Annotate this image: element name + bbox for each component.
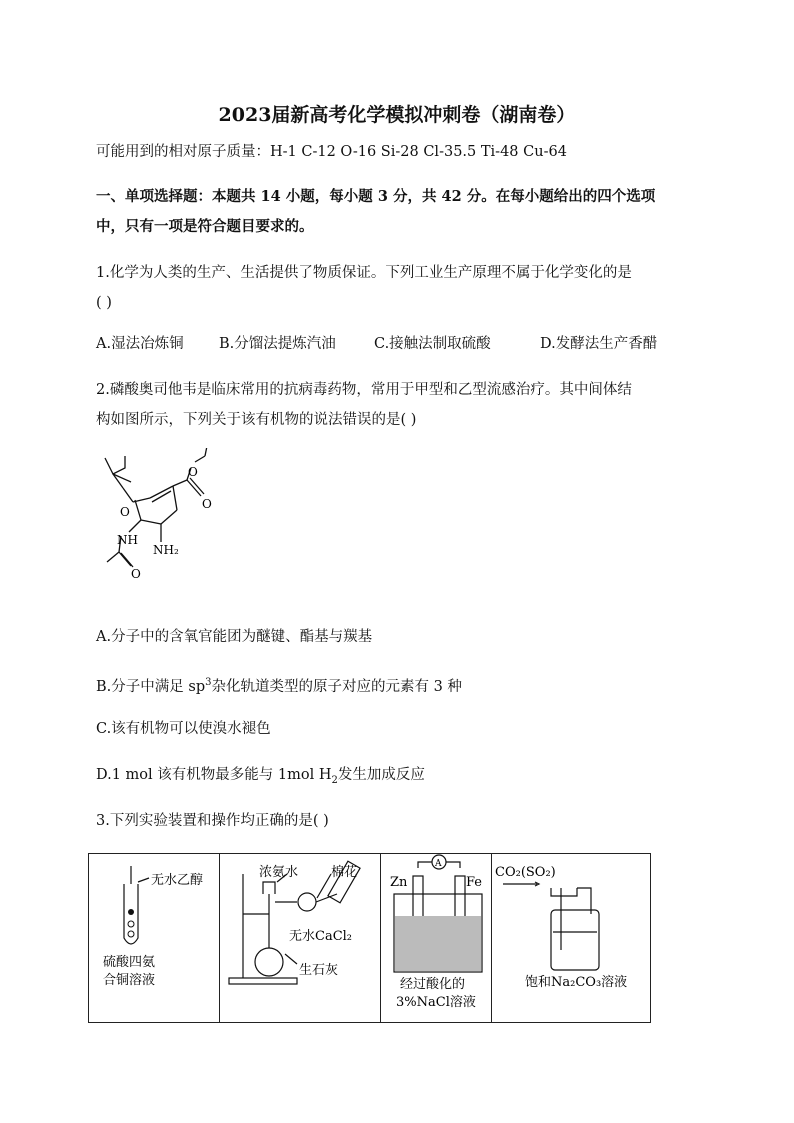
q2-option-b-text1: B.分子中满足 sp (96, 678, 206, 695)
q1-option-d: D.发酵法生产香醋 (540, 336, 658, 352)
gas-label: CO₂(SO₂) (495, 865, 556, 880)
oxygen-carbonyl-label: O (202, 497, 212, 511)
q2-option-a: A.分子中的含氧官能团为醚键、酯基与羰基 (96, 629, 373, 645)
q1-option-b: B.分馏法提炼汽油 (219, 336, 336, 352)
electrochemical-cell-diagram (380, 854, 491, 1022)
zn-electrode-label: Zn (390, 875, 408, 890)
apparatus-panel-3 (380, 854, 492, 1022)
fe-electrode-label: Fe (466, 875, 483, 890)
gas-washing-bottle-diagram (491, 854, 650, 1022)
section-heading-line1: 一、单项选择题：本题共 14 小题，每小题 3 分，共 42 分。在每小题给出的四个选项 (96, 188, 656, 205)
q2-option-d (96, 762, 706, 794)
sodium-carbonate-label: 饱和Na₂CO₃溶液 (525, 975, 628, 990)
q2-option-d-subscript: 2 (331, 774, 338, 786)
q2-stem-line1: 2.磷酸奥司他韦是临床常用的抗病毒药物，常用于甲型和乙型流感治疗。其中间体结 (96, 382, 632, 398)
ethanol-label: 无水乙醇 (151, 873, 204, 888)
atomic-masses: 可能用到的相对原子质量：H-1 C-12 O-16 Si-28 Cl-35.5 Ti-48 Cu-64 (96, 144, 567, 160)
apparatus-panel-1 (89, 854, 220, 1022)
test-tube-diagram (89, 854, 219, 1022)
apparatus-table (88, 853, 651, 1023)
q1-stem-line2: ( ) (96, 295, 112, 311)
nh-label: NH (117, 533, 138, 547)
q1-option-a: A.湿法冶炼铜 (96, 336, 184, 352)
ammeter-icon: A (435, 859, 442, 869)
ammonia-label: 浓氨水 (259, 865, 299, 880)
nacl-label-1: 经过酸化的 (400, 977, 466, 992)
apparatus-panel-2 (219, 854, 381, 1022)
q1-stem-line1: 1.化学为人类的生产、生活提供了物质保证。下列工业生产原理不属于化学变化的是 (96, 265, 632, 281)
cotton-label: 棉花 (331, 865, 358, 880)
ammonia-generator-diagram (219, 854, 380, 1022)
q1-option-c: C.接触法制取硫酸 (374, 336, 491, 352)
q2-option-d-text1: D.1 mol 该有机物最多能与 1mol H (96, 767, 332, 783)
q3-stem: 3.下列实验装置和操作均正确的是( ) (96, 813, 329, 829)
molecule-structure (95, 448, 230, 603)
q2-option-c: C.该有机物可以使溴水褪色 (96, 721, 271, 737)
oxygen-ester-label: O (188, 465, 198, 479)
q2-option-b-superscript: 3 (205, 677, 212, 688)
oxygen-ether-label: O (120, 505, 130, 519)
page-title: 2023届新高考化学模拟冲刺卷（湖南卷） (218, 104, 576, 126)
nacl-label-2: 3%NaCl溶液 (396, 995, 476, 1010)
apparatus-panel-4 (491, 854, 650, 1022)
copper-ammonia-label-1: 硫酸四氨 (103, 955, 156, 970)
oxygen-amide-label: O (131, 567, 141, 581)
nh2-label: NH₂ (153, 543, 179, 557)
q2-option-d-text2: 发生加成反应 (337, 767, 425, 783)
copper-ammonia-label-2: 合铜溶液 (103, 973, 156, 988)
quicklime-label: 生石灰 (299, 963, 339, 978)
q2-option-b-text2: 杂化轨道类型的原子对应的元素有 3 种 (211, 678, 462, 695)
section-heading-line2: 中，只有一项是符合题目要求的。 (96, 218, 314, 235)
q2-stem-line2: 构如图所示，下列关于该有机物的说法错误的是( ) (96, 412, 417, 428)
q2-option-b (96, 670, 706, 700)
cacl2-label: 无水CaCl₂ (289, 929, 353, 944)
